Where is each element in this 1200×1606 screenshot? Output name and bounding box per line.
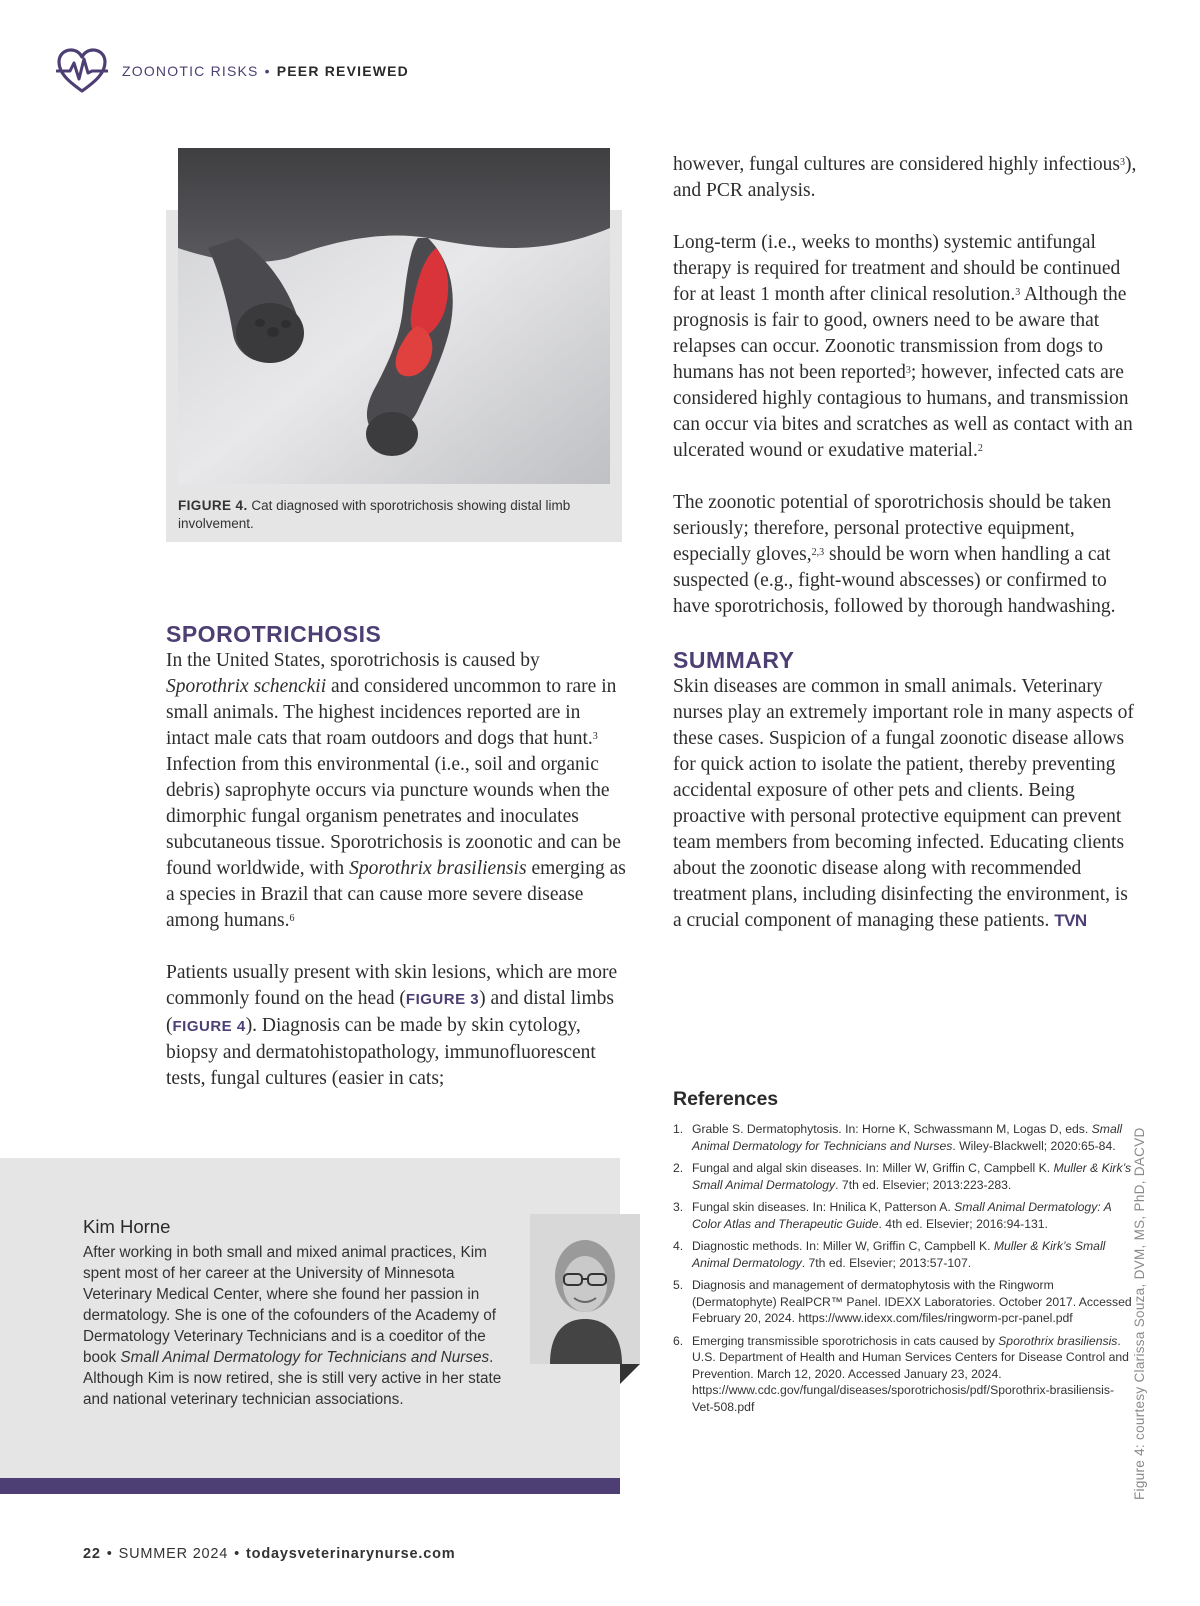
reference-item — [673, 1238, 1133, 1271]
reference-number: 4. — [673, 1239, 684, 1253]
text-run: Infection from this environmental (i.e., soil and organic debris) saprophyte occurs via puncture wounds when the dimorphic fungal organism penetrates and inoculates subcutaneous tissue. Sporotrichosis is zoonotic and can be found worldwide, with — [166, 754, 621, 879]
text-run: Skin diseases are common in small animals. Veterinary nurses play an extremely important role in many aspects of these cases. Suspicion of a fungal zoonotic disease allows for quick action to isolate the patient, thereby preventing accidental exposure of other pets and clients. Being proactive with personal protective equipment can prevent team members from becoming infected. Educating clients about the zoonotic disease along with recommended treatment plans, including disinfecting the environment, is a crucial component of managing these patients. — [673, 676, 1134, 931]
figure-3-link[interactable]: FIGURE 3 — [405, 991, 480, 1008]
sporotrichosis-paragraph-2 — [166, 960, 626, 1092]
heartbeat-icon — [56, 47, 108, 95]
text-run: Diagnosis and management of dermatophytosis with the Ringworm (Dermatophyte) RealPCR™ Panel. IDEXX Laboratories. October 2017. Accessed February 20, 2024. https://www.idexx.com/files/ringworm-pcr-panel.pdf — [692, 1278, 1132, 1325]
text-run: emerging as a species in Brazil that can cause more severe disease among humans. — [166, 858, 626, 931]
reference-item — [673, 1277, 1133, 1327]
author-portrait — [530, 1214, 640, 1364]
author-photo — [530, 1214, 640, 1364]
references-list — [673, 1121, 1133, 1415]
page-header — [56, 46, 409, 96]
book-title: Small Animal Dermatology for Technicians and Nurses — [120, 1349, 490, 1366]
footer-separator: • — [106, 1546, 113, 1562]
issue-label: SUMMER 2024 — [118, 1546, 229, 1562]
right-body — [673, 152, 1141, 620]
reference-item — [673, 1160, 1133, 1193]
species-name: Sporothrix schenckii — [166, 676, 327, 697]
text-run: ), and PCR analysis. — [673, 154, 1137, 201]
text-run: ). Diagnosis can be made by skin cytology, biopsy and dermatohistopathology, immunofluorescent tests, fungal cultures (easier in cats; — [166, 1015, 596, 1089]
citation: 6 — [289, 913, 295, 924]
citation: 3 — [905, 365, 911, 376]
treatment-paragraph — [673, 230, 1141, 464]
author-name: Kim Horne — [83, 1216, 171, 1237]
text-run: . Although Kim is now retired, she is still very active in her state and national veterinary technician associations. — [83, 1349, 502, 1408]
text-run: . 4th ed. Elsevier; 2016:94-131. — [878, 1216, 1048, 1231]
text-run: ) and distal limbs ( — [166, 988, 614, 1036]
text-run: . 7th ed. Elsevier; 2013:57-107. — [801, 1255, 972, 1270]
sporotrichosis-heading: SPOROTRICHOSIS — [166, 621, 382, 647]
text-run: Sporothrix brasiliensis — [998, 1333, 1118, 1348]
references-heading: References — [673, 1088, 779, 1110]
figure-4-photo — [178, 148, 610, 484]
reference-item — [673, 1199, 1133, 1232]
citation: 3 — [592, 731, 598, 742]
page-footer — [83, 1546, 455, 1562]
reference-number: 6. — [673, 1333, 684, 1348]
citation: 3 — [1015, 287, 1021, 298]
reference-number: 2. — [673, 1161, 684, 1175]
figure-label: FIGURE 4. — [178, 498, 248, 513]
text-run: ; however, infected cats are considered highly contagious to humans, and transmission can occur via bites and scratches as well as contact with an ulcerated wound or exudative material. — [673, 362, 1133, 461]
sporotrichosis-paragraph-1 — [166, 648, 626, 934]
footer-separator: • — [234, 1546, 241, 1562]
text-run: . U.S. Department of Health and Human Services Centers for Disease Control and Prevention. March 12, 2020. Accessed January 23, 2024. https://www.cdc.gov/fungal/diseases/sporotrichosis/pdf/Sporothrix-brasiliensis-Vet-508.pdf — [692, 1333, 1129, 1414]
header-category: ZOONOTIC RISKS — [122, 63, 259, 79]
header-label — [122, 63, 409, 79]
text-run: Grable S. Dermatophytosis. In: Horne K, Schwassmann M, Logas D, eds. — [692, 1122, 1092, 1136]
citation: 2 — [977, 443, 983, 454]
text-run: Fungal skin diseases. In: Hnilica K, Patterson A. — [692, 1200, 955, 1214]
summary-paragraph — [673, 674, 1141, 934]
header-separator: • — [264, 63, 271, 79]
summary-body — [673, 674, 1141, 934]
author-bio-text — [83, 1242, 513, 1410]
references-section — [673, 1088, 1133, 1421]
text-run: Emerging transmissible sporotrichosis in cats caused by — [692, 1333, 999, 1348]
zoonotic-paragraph — [673, 490, 1141, 620]
summary-heading: SUMMARY — [673, 647, 795, 673]
reference-item — [673, 1333, 1133, 1416]
header-tag: PEER REVIEWED — [276, 63, 409, 79]
text-run: Diagnostic methods. In: Miller W, Griffin C, Campbell K. — [692, 1239, 994, 1253]
citation: 2,3 — [811, 547, 825, 558]
text-run: Muller & Kirk’s Small Animal Dermatology — [692, 1161, 1132, 1192]
text-run: The zoonotic potential of sporotrichosis should be taken seriously; therefore, personal protective equipment, especially gloves, — [673, 492, 1112, 565]
sporotrichosis-body — [166, 648, 626, 1092]
bio-corner-mark — [620, 1364, 640, 1384]
site-link[interactable]: todaysveterinarynurse.com — [246, 1546, 456, 1562]
reference-number: 1. — [673, 1122, 684, 1136]
text-run: Patients usually present with skin lesions, which are more commonly found on the head ( — [166, 962, 618, 1009]
text-run: should be worn when handling a cat suspected (e.g., fight-wound abscesses) or confirmed to have sporotrichosis, followed by thorough handwashing. — [673, 544, 1116, 617]
species-name: Sporothrix brasiliensis — [349, 858, 527, 879]
sporotrichosis-section — [166, 620, 626, 1118]
photo-credit: Figure 4: courtesy Clarissa Souza, DVM, MS, PhD, DACVD — [1132, 1127, 1147, 1500]
page-number: 22 — [83, 1546, 101, 1562]
continued-paragraph — [673, 152, 1141, 204]
text-run: In the United States, sporotrichosis is caused by — [166, 650, 540, 671]
citation: 3 — [1120, 157, 1126, 168]
text-run: . 7th ed. Elsevier; 2013:223-283. — [835, 1177, 1012, 1192]
author-bio-accent-bar — [0, 1478, 620, 1494]
figure-4-link[interactable]: FIGURE 4 — [172, 1018, 246, 1035]
text-run: Small Animal Dermatology: A Color Atlas and Therapeutic Guide — [692, 1200, 1112, 1231]
text-run: Long-term (i.e., weeks to months) systemic antifungal therapy is required for treatment and should be continued for at least 1 month after clinical resolution. — [673, 232, 1121, 305]
text-run: Small Animal Dermatology for Technicians and Nurses — [692, 1122, 1123, 1153]
reference-number: 3. — [673, 1200, 684, 1214]
text-run: Fungal and algal skin diseases. In: Miller W, Griffin C, Campbell K. — [692, 1161, 1054, 1175]
reference-number: 5. — [673, 1278, 684, 1292]
text-run: Muller & Kirk’s Small Animal Dermatology — [692, 1239, 1106, 1270]
text-run: and considered uncommon to rare in small animals. The highest incidences reported are in intact male cats that roam outdoors and dogs that hunt. — [166, 676, 617, 749]
text-run: . Wiley-Blackwell; 2020:65-84. — [952, 1138, 1116, 1153]
figure-caption-text: Cat diagnosed with sporotrichosis showing distal limb involvement. — [178, 498, 571, 531]
figure-caption — [178, 497, 598, 533]
text-run: After working in both small and mixed animal practices, Kim spent most of her career at the University of Minnesota Veterinary Medical Center, where she found her passion in dermatology. She is one of the cofounders of the Academy of Dermatology Veterinary Technicians and is a coeditor of the book — [83, 1244, 496, 1366]
text-run: Although the prognosis is fair to good, owners need to be aware that relapses can occur. Zoonotic transmission from dogs to humans has not been reported — [673, 284, 1127, 383]
tvn-end-mark: TVN — [1054, 911, 1087, 930]
cat-limb-image — [178, 148, 610, 484]
text-run: however, fungal cultures are considered highly infectious — [673, 154, 1121, 175]
reference-item — [673, 1121, 1133, 1154]
right-column — [673, 152, 1141, 934]
author-bio — [83, 1216, 513, 1410]
